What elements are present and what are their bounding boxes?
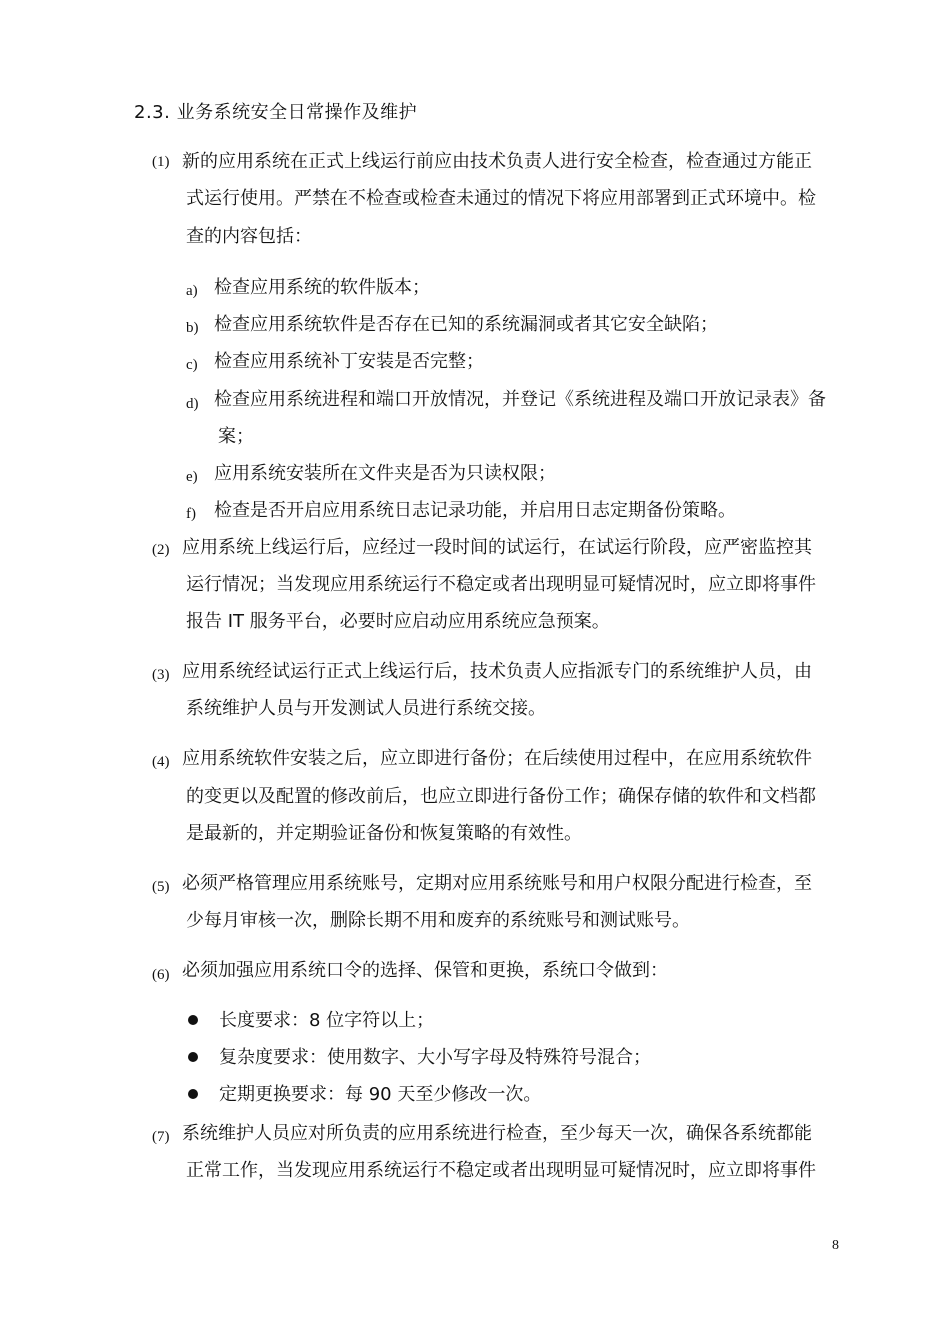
subitem-text: 检查应用系统软件是否存在已知的系统漏洞或者其它安全缺陷； — [214, 314, 718, 335]
paragraph-line: 必须加强应用系统口令的选择、保管和更换，系统口令做到： — [182, 960, 668, 981]
paragraph-line: 应用系统上线运行后，应经过一段时间的试运行，在试运行阶段，应严密监控其 — [182, 537, 812, 558]
page-number: 8 — [832, 1238, 839, 1253]
subitem-text: 检查应用系统补丁安装是否完整； — [214, 351, 484, 372]
paragraph-line: 的变更以及配置的修改前后，也应立即进行备份工作；确保存储的软件和文档都 — [186, 786, 816, 807]
paragraph-line: 系统维护人员与开发测试人员进行系统交接。 — [186, 698, 546, 719]
bullet-dot-icon — [188, 1089, 198, 1099]
bullet-dot-icon — [188, 1015, 198, 1025]
item-number: (5) — [152, 879, 170, 895]
paragraph-line: 系统维护人员应对所负责的应用系统进行检查，至少每天一次，确保各系统都能 — [182, 1123, 812, 1144]
paragraph-line: 式运行使用。严禁在不检查或检查未通过的情况下将应用部署到正式环境中。检 — [186, 188, 816, 209]
paragraph-line: 新的应用系统在正式上线运行前应由技术负责人进行安全检查，检查通过方能正 — [182, 151, 812, 172]
subitem-label: c) — [186, 357, 198, 373]
subitem-text: 检查应用系统的软件版本； — [214, 277, 430, 298]
item-number: (4) — [152, 754, 170, 770]
subitem-text: 应用系统安装所在文件夹是否为只读权限； — [214, 463, 556, 484]
paragraph-line: 是最新的，并定期验证备份和恢复策略的有效性。 — [186, 823, 582, 844]
subitem-label: e) — [186, 469, 198, 485]
bullet-dot-icon — [188, 1052, 198, 1062]
bullet-text: 定期更换要求：每 90 天至少修改一次。 — [219, 1084, 542, 1105]
item-number: (3) — [152, 667, 170, 683]
paragraph-line: 应用系统经试运行正式上线运行后，技术负责人应指派专门的系统维护人员，由 — [182, 661, 812, 682]
section-heading: 2.3. 业务系统安全日常操作及维护 — [134, 102, 418, 123]
paragraph-line: 少每月审核一次，删除长期不用和废弃的系统账号和测试账号。 — [186, 910, 690, 931]
subitem-text: 检查应用系统进程和端口开放情况，并登记《系统进程及端口开放记录表》备 — [214, 389, 826, 410]
subitem-text: 案； — [218, 426, 254, 447]
item-number: (6) — [152, 967, 170, 983]
paragraph-line: 应用系统软件安装之后，应立即进行备份；在后续使用过程中，在应用系统软件 — [182, 748, 812, 769]
item-number: (1) — [152, 154, 170, 170]
subitem-label: f) — [186, 506, 196, 522]
subitem-text: 检查是否开启应用系统日志记录功能，并启用日志定期备份策略。 — [214, 500, 736, 521]
paragraph-line: 查的内容包括： — [186, 226, 312, 247]
bullet-text: 复杂度要求：使用数字、大小写字母及特殊符号混合； — [219, 1047, 651, 1068]
paragraph-line: 运行情况；当发现应用系统运行不稳定或者出现明显可疑情况时，应立即将事件 — [186, 574, 816, 595]
paragraph-line: 必须严格管理应用系统账号，定期对应用系统账号和用户权限分配进行检查，至 — [182, 873, 812, 894]
item-number: (7) — [152, 1129, 170, 1145]
bullet-text: 长度要求：8 位字符以上； — [219, 1010, 435, 1031]
subitem-label: a) — [186, 283, 198, 299]
subitem-label: b) — [186, 320, 199, 336]
item-number: (2) — [152, 542, 170, 558]
paragraph-line: 正常工作，当发现应用系统运行不稳定或者出现明显可疑情况时，应立即将事件 — [186, 1160, 816, 1181]
subitem-label: d) — [186, 396, 199, 412]
paragraph-line: 报告 IT 服务平台，必要时应启动应用系统应急预案。 — [186, 611, 610, 632]
